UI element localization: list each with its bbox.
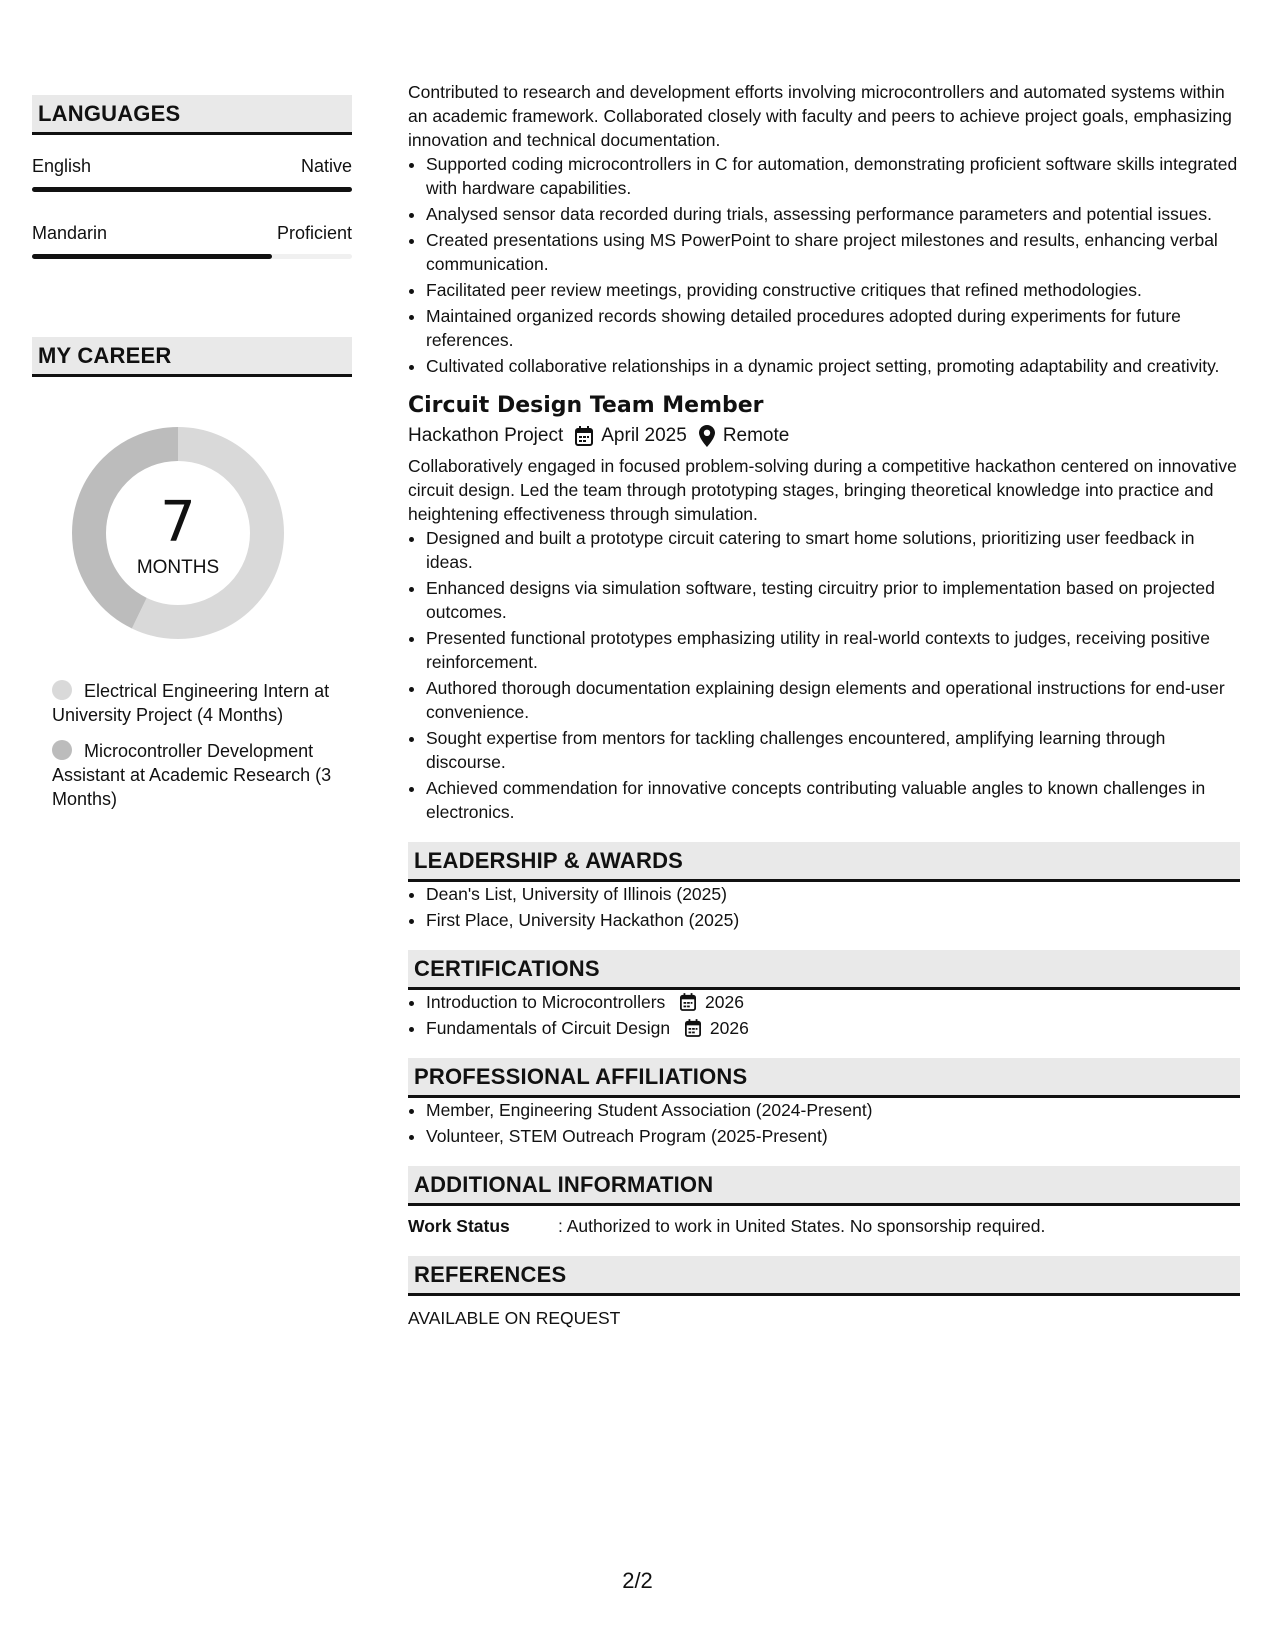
list-item: • Presented functional prototypes emphasizing utility in real-world contexts to judges, receiving positive reinforcement.: [426, 626, 1240, 674]
calendar-icon: [680, 993, 696, 1011]
language-bar: [32, 254, 352, 259]
legend-dot: [52, 740, 72, 760]
leadership-list: [408, 882, 1240, 932]
legend-dot: [52, 680, 72, 700]
legend-label: Microcontroller Development Assistant at Academic Research (3 Months): [52, 741, 332, 809]
certifications-header: CERTIFICATIONS: [408, 950, 1240, 990]
language-level: Native: [300, 156, 352, 176]
language-bar-fill: [32, 187, 352, 192]
job-company: Hackathon Project: [408, 425, 564, 446]
cert-name: Introduction to Microcontrollers: [426, 992, 666, 1012]
list-item: • Maintained organized records showing detailed procedures adopted during experiments for future references.: [426, 304, 1240, 352]
list-item: • Enhanced designs via simulation software, testing circuitry prior to implementation based on projected outcomes.: [426, 576, 1240, 624]
job-bullets: [408, 526, 1240, 824]
calendar-icon: [685, 1019, 701, 1037]
cert-year: 2026: [705, 992, 744, 1012]
affiliations-list: [408, 1098, 1240, 1148]
list-item: • Cultivated collaborative relationships in a dynamic project setting, promoting adaptability and creativity.: [426, 354, 1240, 378]
job-summary: Collaboratively engaged in focused problem-solving during a competitive hackathon centered on innovative circuit design. Led the team through prototyping stages, bringing theoretical knowledge into practice and heightening effectiveness through simulation.: [408, 456, 1237, 524]
career-legend: [52, 679, 352, 811]
references-text: AVAILABLE ON REQUEST: [408, 1308, 621, 1328]
main-content: [408, 80, 1240, 1330]
references-header: REFERENCES: [408, 1256, 1240, 1296]
career-total-unit: MONTHS: [136, 557, 220, 578]
page-number: 2/2: [622, 1568, 653, 1593]
career-header: MY CAREER: [32, 337, 352, 377]
work-status-value: : Authorized to work in United States. No sponsorship required.: [558, 1216, 1046, 1236]
job-title: Circuit Design Team Member: [408, 393, 764, 418]
legend-label: Electrical Engineering Intern at University Project (4 Months): [52, 681, 330, 725]
list-item: • Designed and built a prototype circuit catering to smart home solutions, prioritizing user feedback in ideas.: [426, 526, 1240, 574]
list-item: • Volunteer, STEM Outreach Program (2025-Present): [426, 1124, 1240, 1148]
work-status-row: [408, 1214, 1240, 1238]
list-item: • Sought expertise from mentors for tackling challenges encountered, amplifying learning through discourse.: [426, 726, 1240, 774]
job-location: Remote: [722, 425, 790, 446]
certifications-list: [408, 990, 1240, 1040]
work-status-label: Work Status: [408, 1216, 510, 1236]
list-item: • Analysed sensor data recorded during trials, assessing performance parameters and potential issues.: [426, 202, 1240, 226]
list-item: [426, 1016, 1240, 1040]
career-donut-chart: [66, 421, 290, 645]
list-item: • Created presentations using MS PowerPoint to share project milestones and results, enhancing verbal communication.: [426, 228, 1240, 276]
job-meta: [408, 424, 1240, 448]
sidebar: [32, 95, 352, 823]
languages-header: LANGUAGES: [32, 95, 352, 135]
list-item: [426, 990, 1240, 1014]
legend-item: [52, 739, 352, 811]
language-item-english: [32, 155, 352, 192]
list-item: • Dean's List, University of Illinois (2025): [426, 882, 1240, 906]
language-bar: [32, 187, 352, 192]
list-item: • Member, Engineering Student Association (2024-Present): [426, 1098, 1240, 1122]
legend-item: [52, 679, 352, 727]
list-item: • Facilitated peer review meetings, providing constructive critiques that refined methodologies.: [426, 278, 1240, 302]
affiliations-header: PROFESSIONAL AFFILIATIONS: [408, 1058, 1240, 1098]
map-pin-icon: [699, 425, 715, 447]
cert-name: Fundamentals of Circuit Design: [426, 1018, 671, 1038]
list-item: • Authored thorough documentation explaining design elements and operational instructions for end-user convenience.: [426, 676, 1240, 724]
cert-year: 2026: [709, 1018, 749, 1038]
calendar-icon: [575, 426, 593, 446]
job-date: April 2025: [601, 425, 687, 446]
role-summary: Contributed to research and development efforts involving microcontrollers and automated systems within an academic framework. Collaborated closely with faculty and peers to achieve project goals, emphasizing innovation and technical documentation.: [408, 82, 1232, 150]
leadership-header: LEADERSHIP & AWARDS: [408, 842, 1240, 882]
list-item: • First Place, University Hackathon (2025): [426, 908, 1240, 932]
language-level: Proficient: [276, 223, 352, 243]
language-item-mandarin: [32, 222, 352, 259]
language-bar-fill: [32, 254, 272, 259]
additional-info-header: ADDITIONAL INFORMATION: [408, 1166, 1240, 1206]
role-bullets: [408, 152, 1240, 378]
career-total-value: 7: [160, 490, 196, 555]
list-item: • Achieved commendation for innovative concepts contributing valuable angles to known challenges in electronics.: [426, 776, 1240, 824]
language-name: English: [32, 156, 92, 176]
list-item: • Supported coding microcontrollers in C for automation, demonstrating proficient software skills integrated with hardware capabilities.: [426, 152, 1240, 200]
language-name: Mandarin: [32, 223, 108, 243]
